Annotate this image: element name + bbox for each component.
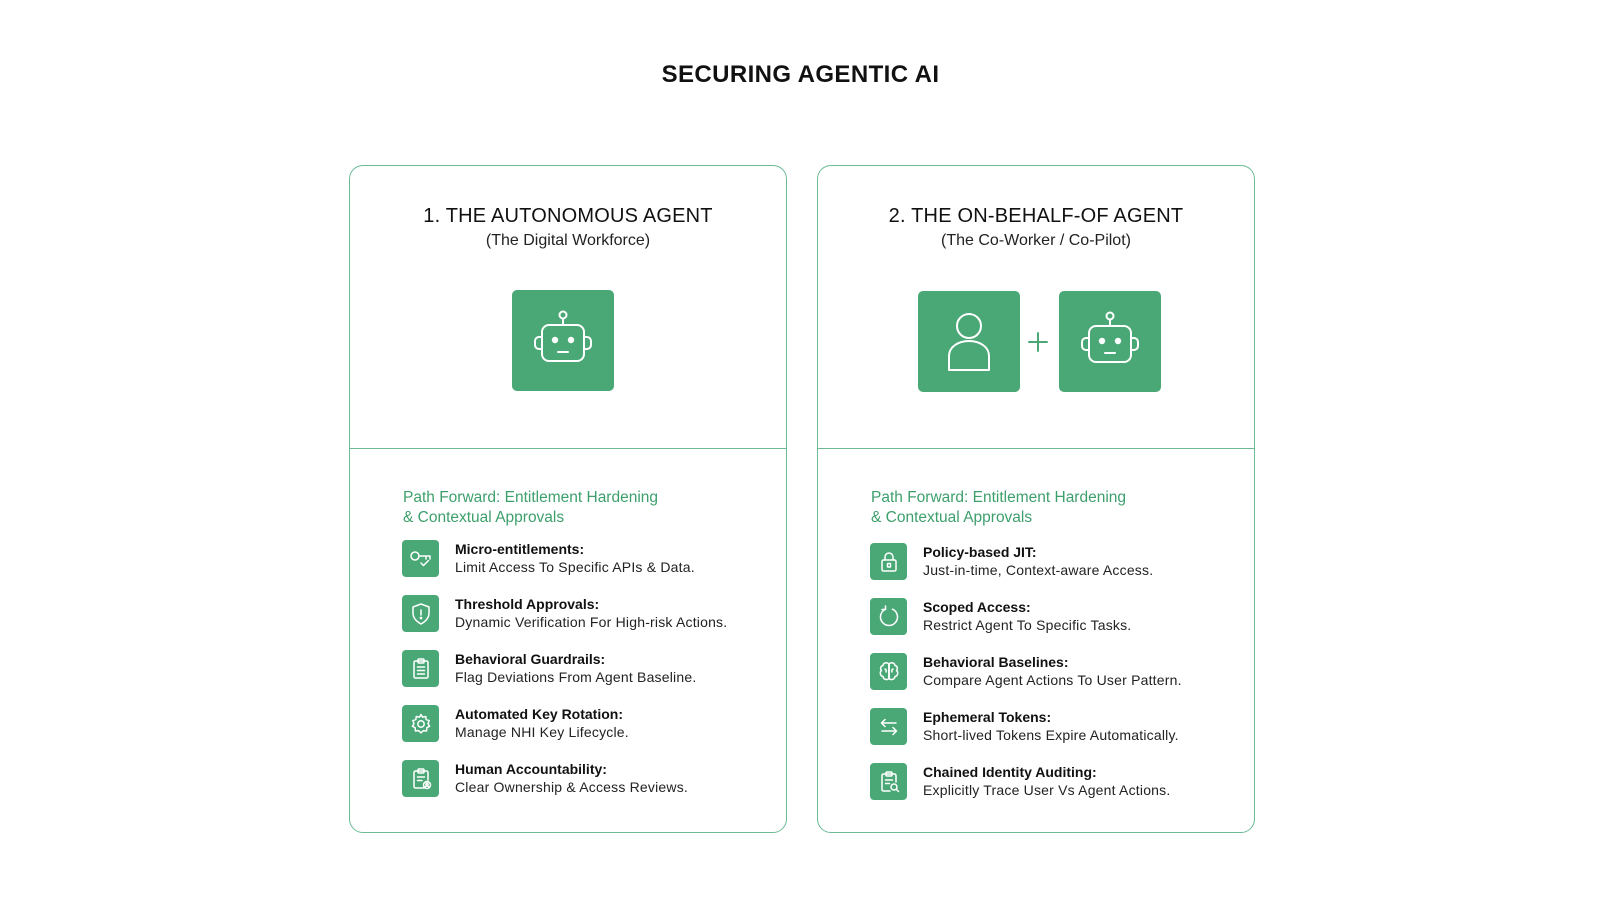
plus-icon (1027, 331, 1049, 353)
list-item: Behavioral Baselines: Compare Agent Actions To User Pattern. (870, 653, 1250, 708)
brain-icon (876, 659, 902, 685)
list-item: Ephemeral Tokens: Short-lived Tokens Expire Automatically. (870, 708, 1250, 763)
card-subtitle: (The Co-Worker / Co-Pilot) (941, 232, 1131, 249)
list-item: Threshold Approvals: Dynamic Verification For High-risk Actions. (402, 595, 782, 650)
list-item: Scoped Access: Restrict Agent To Specific Tasks. (870, 598, 1250, 653)
on-behalf-of-agent-card (817, 165, 1255, 833)
person-icon (939, 310, 999, 374)
path-forward-heading: Path Forward: Entitlement Hardening & Contextual Approvals (403, 489, 659, 526)
swap-arrows-icon (876, 714, 902, 740)
autonomous-agent-card (349, 165, 787, 833)
robot-icon (528, 309, 598, 373)
list-item: Behavioral Guardrails: Flag Deviations From Agent Baseline. (402, 650, 782, 705)
person-tile (918, 291, 1020, 392)
clipboard-search-icon (876, 769, 902, 795)
key-check-icon (408, 546, 434, 572)
card-divider (818, 448, 1254, 449)
card-divider (350, 448, 786, 449)
robot-tile (512, 290, 614, 391)
list-item: Automated Key Rotation: Manage NHI Key Lifecycle. (402, 705, 782, 760)
feature-list (870, 543, 1250, 818)
lock-icon (876, 549, 902, 575)
page-title: SECURING AGENTIC AI (661, 61, 940, 88)
clipboard-user-icon (408, 766, 434, 792)
path-forward-heading: Path Forward: Entitlement Hardening & Contextual Approvals (871, 489, 1127, 526)
clipboard-list-icon (408, 656, 434, 682)
shield-alert-icon (408, 601, 434, 627)
robot-icon (1075, 310, 1145, 374)
gear-icon (408, 711, 434, 737)
card-title: 2. THE ON-BEHALF-OF AGENT (888, 205, 1184, 227)
list-item: Policy-based JIT: Just-in-time, Context-aware Access. (870, 543, 1250, 598)
list-item: Micro-entitlements: Limit Access To Specific APIs & Data. (402, 540, 782, 595)
refresh-icon (876, 604, 902, 630)
card-title: 1. THE AUTONOMOUS AGENT (423, 205, 713, 227)
list-item: Human Accountability: Clear Ownership & Access Reviews. (402, 760, 782, 815)
card-subtitle: (The Digital Workforce) (485, 232, 651, 249)
feature-list (402, 540, 782, 815)
list-item: Chained Identity Auditing: Explicitly Trace User Vs Agent Actions. (870, 763, 1250, 818)
robot-tile (1059, 291, 1161, 392)
